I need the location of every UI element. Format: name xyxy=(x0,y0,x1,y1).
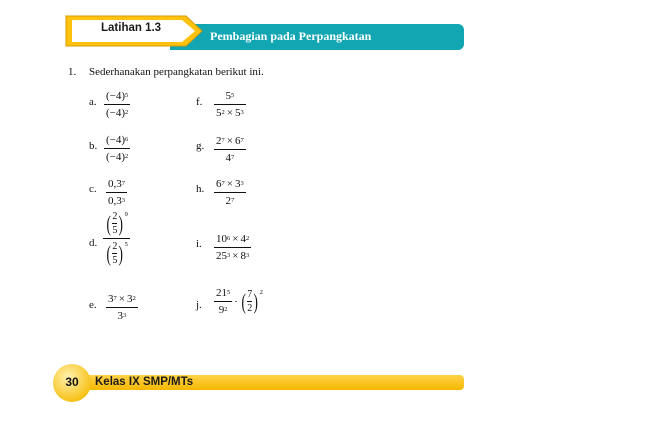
item-h-num-a: 6 xyxy=(216,178,222,190)
item-f-num-base: 5 xyxy=(225,90,231,102)
item-j-expression: 21 $^5$ 9 $^2$ · ( $\frac{7}{2}$ ) $^2$ xyxy=(216,287,263,316)
item-a-fraction: (−4) $^5$ (−4) $^2$ xyxy=(106,90,129,119)
item-c-num-base: 0,3 xyxy=(108,178,122,190)
item-f-letter: f. xyxy=(196,96,203,108)
item-c-letter: c. xyxy=(89,183,97,195)
question-text: Sederhanakan perpangkatan berikut ini. xyxy=(89,66,264,78)
item-b-den-base: (−4) xyxy=(106,151,126,163)
item-g-den-base: 4 xyxy=(225,152,231,164)
item-f-den-b: 5 xyxy=(234,107,241,119)
book-title: Kelas IX SMP/MTs xyxy=(95,376,194,388)
item-d-den-inner-den: 5 xyxy=(112,255,118,266)
item-j-dot: · xyxy=(234,296,238,308)
page-number: 30 xyxy=(65,375,79,389)
item-d-fraction: ( $\frac{2}{5}$ ) $^9$ ( $\frac{2}{5}$ ) $^5$ xyxy=(103,212,130,266)
item-d-letter: d. xyxy=(89,237,98,249)
item-b-fraction: (−4) $^6$ (−4) $^2$ xyxy=(106,134,129,163)
item-e-times: × xyxy=(118,293,125,305)
question-number: 1. xyxy=(68,66,77,78)
item-i-times: × xyxy=(232,233,239,245)
item-h-fraction: 6 $^7$ × 3 $^3$ 2 $^7$ xyxy=(216,178,244,207)
item-d-num-inner-num: 2 xyxy=(112,211,118,222)
item-i-letter: i. xyxy=(196,238,202,250)
item-b-num-base: (−4) xyxy=(106,134,126,146)
item-i-den-b: 8 xyxy=(240,250,246,262)
item-h-den-base: 2 xyxy=(225,195,231,207)
item-g-letter: g. xyxy=(196,140,205,152)
exercise-tag-label: Latihan 1.3 xyxy=(101,22,162,34)
item-e-num-b: 3 xyxy=(126,293,133,305)
item-g-num-a: 2 xyxy=(216,135,222,147)
item-e-num-a: 3 xyxy=(108,293,114,305)
item-f-fraction: 5 $^5$ 5 $^2$ × 5 $^3$ xyxy=(216,90,244,119)
item-f-den-a: 5 xyxy=(216,107,222,119)
item-j-inner-num: 7 xyxy=(247,289,253,300)
item-i-num-b: 4 xyxy=(240,233,246,245)
item-j-inner-den: 2 xyxy=(247,303,253,314)
item-c-fraction: 0,3 $^7$ 0,3 $^3$ xyxy=(108,178,125,207)
item-d-den-inner-num: 2 xyxy=(112,241,118,252)
item-i-num-a: 10 xyxy=(216,233,227,245)
item-e-fraction: 3 $^7$ × 3 $^2$ 3 $^3$ xyxy=(108,293,136,322)
item-j-num-base: 21 xyxy=(216,287,227,299)
item-a-num-base: (−4) xyxy=(106,90,126,102)
item-e-den-base: 3 xyxy=(117,310,123,322)
section-title: Pembagian pada Perpangkatan xyxy=(210,29,372,43)
item-i-den-times: × xyxy=(232,250,239,262)
item-f-times: × xyxy=(226,107,233,119)
item-c-den-base: 0,3 xyxy=(108,195,122,207)
item-h-times: × xyxy=(226,178,233,190)
item-g-num-b: 6 xyxy=(234,135,241,147)
item-b-letter: b. xyxy=(89,140,98,152)
item-h-letter: h. xyxy=(196,183,205,195)
item-j-letter: j. xyxy=(196,299,202,311)
item-h-num-b: 3 xyxy=(234,178,241,190)
item-d-num-inner-den: 5 xyxy=(112,225,118,236)
item-g-times: × xyxy=(226,135,233,147)
item-a-letter: a. xyxy=(89,96,97,108)
item-a-den-base: (−4) xyxy=(106,107,126,119)
item-g-fraction: 2 $^7$ × 6 $^7$ 4 $^7$ xyxy=(216,135,244,164)
item-i-den-a: 25 xyxy=(216,250,227,262)
item-i-fraction: 10 $^6$ × 4 $^2$ 25 $^3$ × 8 $^3$ xyxy=(216,233,250,262)
item-j-den-base: 9 xyxy=(218,304,225,316)
item-e-letter: e. xyxy=(89,299,97,311)
